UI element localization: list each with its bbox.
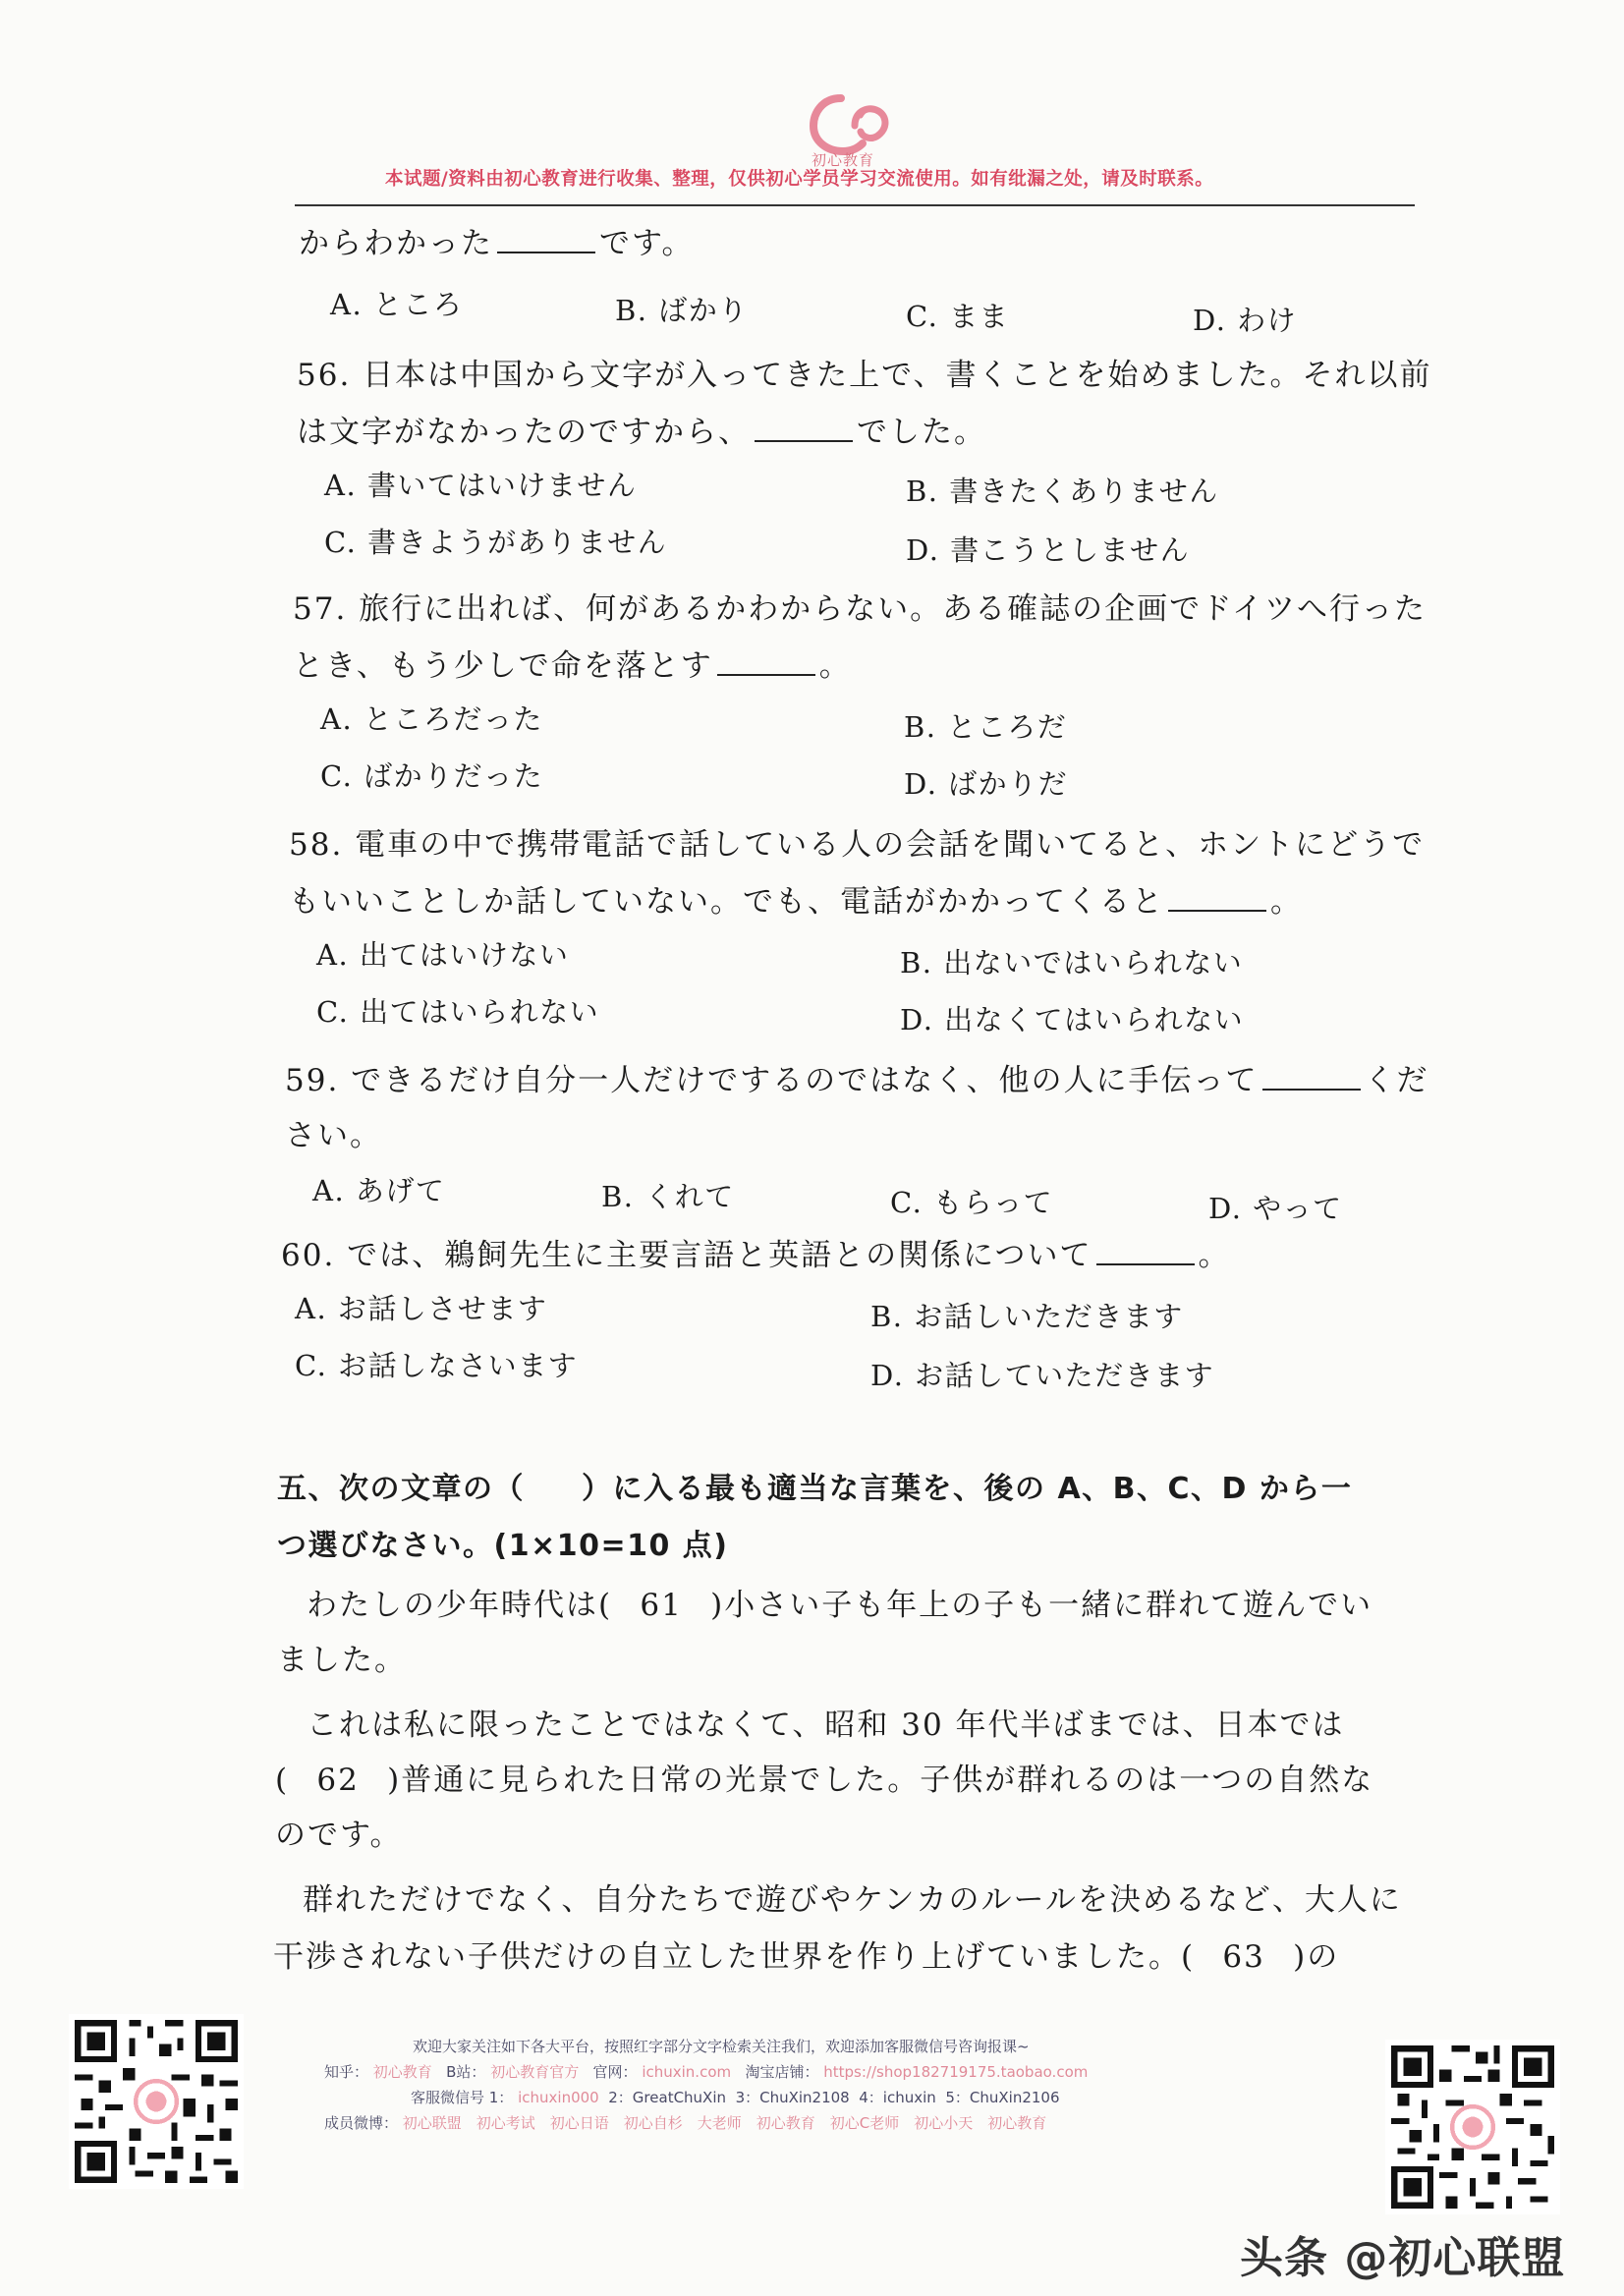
footer-line-3 [411,2087,1060,2107]
passage-p3-line-1: 群れただけでなく、自分たちで遊びやケンカのルールを決めるなど、大人に [303,1882,1402,1918]
q60-option-c: C. お話しなさいます [295,1349,579,1382]
header-divider [295,204,1415,206]
q55-option-a: A. ところ [330,288,464,321]
section-5-heading-line-1 [277,1464,1352,1507]
q57-option-a: A. ところだった [320,702,543,736]
q58-line-2 [289,876,1303,921]
q55-option-c: C. まま [906,300,1010,333]
q58-option-d: D. 出なくてはいられない [900,1003,1245,1036]
footer-line-2 [324,2061,1088,2082]
q58-text-after: 。 [1270,884,1303,920]
q58-line-1: 58. 電車の中で携帯電話で話している人の会話を聞いてると、ホントにどうで [289,827,1426,863]
q57-line-1: 57. 旅行に出れば、何があるかわからない。ある確誌の企画でドイツへ行った [293,591,1427,627]
q59-text-before: 59. できるだけ自分一人だけでするのではなく、他の人に手伝って [285,1063,1259,1098]
blank-62: 62 [316,1763,360,1798]
q55-option-d: D. わけ [1193,304,1298,337]
wechat-5: 5：ChuXin2106 [945,2089,1060,2106]
bili-label: B站： [446,2063,486,2081]
blank-61: 61 [640,1588,683,1623]
passage-p2-line-2 [275,1755,1373,1799]
weibo-values: 初心联盟 初心考试 初心日语 初心自杉 大老师 初心教育 初心C老师 初心小天 初心教育 [402,2114,1047,2132]
q58-option-c: C. 出てはいられない [316,995,600,1029]
blank-63: 63 [1222,1939,1265,1975]
q55-line [299,218,695,262]
q55-text-before: からわかった [299,226,493,261]
q57-text-before: とき、もう少しで命を落とす [293,648,713,684]
wechat-label: 客服微信号 1： [411,2089,514,2106]
footer-line-4 [324,2112,1046,2133]
wechat-2: 2：GreatChuXin [608,2089,727,2106]
q56-option-a: A. 書いてはいけません [324,469,638,502]
qr-code-left [69,2014,244,2189]
passage-p1-line-2: ました。 [277,1643,407,1678]
q56-text-after: でした。 [857,415,986,450]
q60-blank [1096,1262,1195,1265]
passage-p2-line-1: これは私に限ったことではなくて、昭和 30 年代半ばまでは、日本では [307,1708,1345,1743]
wechat-1: ichuxin000 [518,2089,599,2106]
wechat-3: 3：ChuXin2108 [735,2089,850,2106]
passage-p1-line-1 [307,1580,1372,1624]
q59-option-c: C. もらって [890,1186,1054,1219]
weibo-label: 成员微博： [324,2114,399,2132]
q56-line-2 [297,407,986,451]
passage-p1-after: )小さい子も年上の子も一緒に群れて遊んでい [710,1588,1373,1623]
section-5-heading-part-1: 五、次の文章の（ [277,1472,525,1506]
q59-option-b: B. くれて [601,1180,735,1213]
q57-option-c: C. ばかりだった [320,759,544,793]
shop-value: https://shop182719175.taobao.com [823,2063,1089,2081]
q55-text-after: です。 [599,226,695,261]
passage-p2-line-3: のです。 [275,1818,403,1853]
q56-option-b: B. 書きたくありません [906,475,1219,508]
logo-text: 初心教育 [812,151,875,169]
q57-blank [717,673,815,676]
wechat-4: 4：ichuxin [859,2089,936,2106]
q59-blank [1262,1088,1361,1091]
q56-text-before: は文字がなかったのですから、 [297,415,751,450]
q60-option-b: B. お話しいただきます [870,1300,1184,1333]
shop-label: 淘宝店铺： [745,2063,819,2081]
qr-code-right [1385,2040,1560,2214]
q57-text-after: 。 [818,648,852,684]
q57-option-b: B. ところだ [904,710,1068,744]
q56-option-d: D. 書こうとしません [906,533,1191,567]
zhihu-value: 初心教育 [372,2063,432,2081]
q56-line-1: 56. 日本は中国から文字が入ってきた上で、書くことを始めました。それ以前 [297,358,1432,393]
q60-text-after: 。 [1198,1238,1231,1273]
passage-p2-after: )普通に見られた日常の光景でした。子供が群れるのは一つの自然な [387,1763,1374,1798]
q55-option-b: B. ばかり [615,294,749,327]
q59-line-2: さい。 [285,1118,382,1153]
passage-p2-before: ( [275,1763,290,1798]
q60-text-before: 60. では、鵜飼先生に主要言語と英語との関係について [281,1238,1092,1273]
header-notice: 本试题/资料由初心教育进行收集、整理，仅供初心学员学习交流使用。如有纰漏之处，请及时联系。 [385,169,1214,190]
q59-text-after: くだ [1364,1063,1429,1098]
q57-option-d: D. ばかりだ [904,767,1069,801]
passage-p3-line-2 [273,1932,1339,1976]
q58-option-b: B. 出ないではいられない [900,946,1244,980]
q59-option-a: A. あげて [312,1174,446,1207]
q58-option-a: A. 出てはいけない [316,938,570,972]
q57-line-2 [293,641,852,685]
q59-line-1 [285,1055,1429,1099]
q59-option-d: D. やって [1208,1192,1343,1225]
bili-value: 初心教育官方 [490,2063,580,2081]
q55-blank [497,251,595,253]
site-value: ichuxin.com [642,2063,732,2081]
q58-text-before: もいいことしか話していない。でも、電話がかかってくると [289,884,1164,920]
passage-p3-before: 干渉されない子供だけの自立した世界を作り上げていました。( [273,1939,1196,1975]
q60-option-a: A. お話しさせます [295,1292,548,1325]
footer-line-1: 欢迎大家关注如下各大平台，按照红字部分文字检索关注我们，欢迎添加客服微信号咨询报课~ [413,2038,1030,2055]
passage-p1-before: わたしの少年時代は( [307,1588,613,1623]
section-5-heading-line-2: つ選びなさい。(1×10=10 点) [277,1529,729,1563]
site-label: 官网： [592,2063,638,2081]
zhihu-label: 知乎： [324,2063,369,2081]
q56-blank [755,439,853,442]
passage-p3-after: )の [1293,1939,1340,1975]
q60-option-d: D. お話していただきます [870,1359,1215,1392]
q60-line-1 [281,1230,1231,1274]
q58-blank [1168,909,1266,912]
q56-option-c: C. 書きようがありません [324,526,668,559]
watermark-text: 头条 @初心联盟 [1240,2233,1566,2283]
section-5-heading-part-2: ）に入る最も適当な言葉を、後の A、B、C、D から一 [582,1472,1353,1506]
